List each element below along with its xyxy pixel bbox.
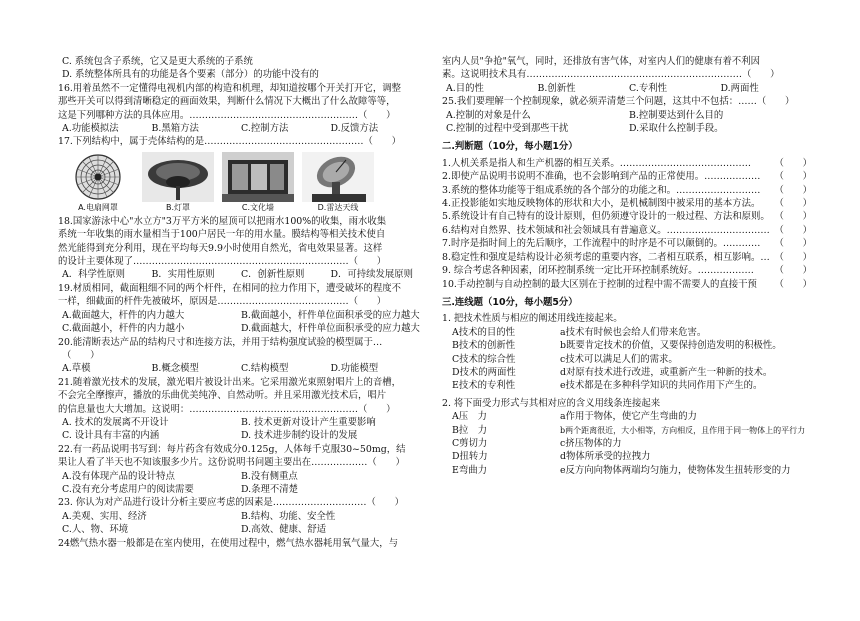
q25-stem: 25.我们要理解一个控制现象，就必须弄清楚三个问题，这其中不包括：……（ ） [442, 96, 795, 108]
q19-line-1: 19.材质相同，截面粗细不同的两个杆件，在相同的拉力作用下，遭受破坏的程度不 [58, 282, 402, 294]
q15-option-d: D. 系统整体所具有的功能是各个要素（部分）的功能中没有的 [62, 69, 319, 81]
true-false-item: 4.正投影能如实地反映物体的形状和大小，是机械制图中被采用的基本方法。 （ ） [442, 198, 812, 210]
q16-option-a: A.功能模拟法 [62, 123, 119, 135]
matching-2-row: D扭转力 d物体所承受的拉拽力 [452, 451, 651, 463]
q21-line-3: 的信息量也大大增加。这说明：………………………………………………（ ） [58, 403, 396, 415]
q23-stem: 23. 你认为对产品进行设计分析主要应考虑的因素是…………………………（ ） [58, 497, 405, 509]
q24-option-b: B.创新性 [537, 82, 576, 94]
q25-options-row-1 [442, 109, 812, 122]
q24-line-2: 室内人员"争抢"氧气，同时，还排放有害气体，对室内人们的健康有着不利因 [442, 56, 761, 67]
q22-option-c: C.没有充分考虑用户的阅读需要 [62, 483, 194, 495]
matching-2-row: A压 力 a作用于物体，使它产生弯曲的力 [452, 411, 697, 423]
q17-pictures [62, 152, 420, 213]
q15-option-c: C. 系统包含子系统，它又是更大系统的子系统 [62, 56, 253, 67]
q23-option-b: B.结构、功能、安全性 [241, 510, 336, 522]
q17-caption-c: C.文化墙 [241, 202, 275, 212]
q20-line-1: 20.能清断表达产品的结构尺寸和连接方法，并用于结构强度试验的模型属于… [58, 336, 383, 348]
q24-option-c: C.专利性 [629, 82, 667, 94]
q16-line-2: 那些开关可以得到清晰稳定的画面效果，判断什么情况下大概出了什么故障等等， [58, 96, 396, 108]
q17-caption-b: B.灯罩 [165, 202, 191, 212]
q18-line-3: 然光能得到充分利用，现在平均每天9.9小时使用自然光，省电效果显著。这样 [58, 242, 383, 254]
q21-option-d: D. 技术进步制约设计的发展 [241, 430, 358, 442]
q18-option-b: B．实用性原则 [151, 269, 215, 281]
q20-option-b: B.概念模型 [151, 363, 199, 375]
true-false-item: 6.结构对自然界、技术领域和社会领域具有普遍意义。…………………………… （ ） [442, 224, 812, 236]
q25-option-c: C.控制的过程中受到那些干扰 [446, 123, 569, 135]
q24-line-1: 24燃气热水器一般都是在室内使用，在使用过程中，燃气热水器耗用氧气量大，与 [58, 537, 399, 549]
q24-line-3: 素。这说明技术具有……………………………………………………………（ ） [442, 69, 780, 81]
q21-line-2: 不会完全摩擦声，播放的乐曲优美纯净、自然动听。并且采用激光技术后，唱片 [58, 390, 387, 402]
matching-2-title: 2. 将下面受力形式与其相对应的含义用线条连接起来 [442, 397, 661, 409]
q18-options [58, 268, 420, 281]
matching-1-row: A技术的目的性 a技术有时候也会给人们带来危害。 [452, 326, 707, 338]
true-false-item: 10.手动控制与自动控制的最大区别在于控制的过程中需不需要人的直接干预 （ ） [442, 278, 812, 290]
q19-option-d: D.截面越大，杆件单位面积承受的应力越大 [241, 323, 420, 335]
q22-line-2: 果让人看了半天也不知该服多少片。这份说明书问题主要出在………………（ ） [58, 457, 405, 469]
q23-option-d: D.高效、健康、舒适 [241, 524, 327, 536]
matching-2-row: C剪切力 c挤压物体的力 [452, 437, 622, 449]
matching-2-row: B拉 力 b两个距离很近，大小相等，方向相反，且作用于同一物体上的平行力 [452, 424, 806, 436]
q19-option-b: B.截面越小，杆件单位面积承受的应力越大 [241, 309, 420, 321]
true-false-item: 2.即使产品说明书说明不准确，也不会影响到产品的正常使用。……………… （ ） [442, 171, 812, 183]
q17-picture-d [302, 152, 374, 213]
q22-option-b: B.没有侧重点 [241, 470, 298, 482]
q16-option-d: D.反馈方法 [330, 123, 379, 135]
q24-option-a: A.目的性 [446, 82, 484, 94]
q20-options [58, 362, 420, 375]
matching-1-row: B技术的创新性 b既要肯定技术的价值，又要保持创造发明的积极性。 [452, 340, 782, 352]
true-false-item: 7.时序是指时间上的先后顺序，工作流程中的时序是不可以颠倒的。………… （ ） [442, 238, 812, 250]
q20-option-d: D.功能模型 [330, 363, 379, 375]
q16-line-3: 这是下列哪种方法的具体应用。………………………………………………（ ） [58, 109, 396, 121]
right-column [442, 55, 812, 477]
fan-guard-image [62, 152, 134, 202]
q22-line-1: 22.有一药品说明书写到：每片药含有效成分0.125g，人体每千克服30~50mg，结 [58, 443, 406, 455]
q20-option-a: A.草模 [62, 363, 91, 375]
q17-picture-a [62, 152, 134, 213]
q25-option-b: B.控制要达到什么目的 [629, 109, 724, 121]
matching-2-row: E弯曲力 e反方向向物体两端均匀施力，使物体发生扭转形变的力 [452, 464, 791, 476]
q18-option-c: C．创新性原则 [241, 269, 305, 281]
q18-option-d: D．可持续发展原则 [330, 269, 414, 281]
q23-option-a: A.美观、实用、经济 [62, 510, 147, 522]
q25-option-a: A.控制的对象是什么 [446, 109, 531, 121]
q22-options-row-1 [58, 470, 420, 483]
q20-line-2: （ ） [62, 349, 100, 361]
lampshade-image [142, 152, 214, 202]
matching-1-row: C技术的综合性 c技术可以满足人们的需求。 [452, 353, 678, 365]
q25-option-d: D.采取什么控制手段。 [629, 123, 724, 135]
q20-option-c: C.结构模型 [241, 363, 289, 375]
q19-option-c: C.截面越小，杆件的内力越小 [62, 323, 185, 335]
true-false-item: 9. 综合考虑各种因素，闭环控制系统一定比开环控制系统好。……………… （ ） [442, 265, 812, 277]
q17-picture-c [222, 152, 294, 213]
culture-wall-image [222, 152, 294, 202]
left-column [58, 55, 420, 550]
q16-option-c: C.控制方法 [241, 123, 289, 135]
q17-stem: 17.下列结构中，属于壳体结构的是……………………………………………（ ） [58, 136, 402, 148]
true-false-item: 3.系统的整体功能等于组成系统的各个部分的功能之和。……………………… （ ） [442, 184, 812, 196]
q16-options [58, 122, 420, 135]
q21-option-c: C. 设计具有丰富的内涵 [62, 430, 160, 442]
q23-options-row-2 [58, 523, 420, 536]
q23-option-c: C.人、物、环境 [62, 524, 129, 536]
q19-options-row-1 [58, 309, 420, 322]
matching-1-row: D技术的两面性 d对原有技术进行改进，或重新产生一种新的技术。 [452, 366, 773, 378]
q19-options-row-2 [58, 322, 420, 335]
radar-antenna-image [302, 152, 374, 202]
q21-options-row-2 [58, 429, 420, 442]
q18-line-1: 18.国家游泳中心"水立方"3万平方米的屋顶可以把雨水100%的收集，雨水收集 [58, 215, 387, 227]
q21-option-b: B. 技术更新对设计产生重要影响 [241, 416, 376, 428]
true-false-item: 5.系统设计有自己特有的设计原则，但仍须遵守设计的一般过程、方法和原则。 （ ） [442, 211, 812, 223]
true-false-item: 8.稳定性和强度是结构设计必须考虑的重要内容，二者相互联系，相互影响。… （ ） [442, 251, 812, 263]
q21-option-a: A. 技术的发展离不开设计 [62, 416, 169, 428]
q16-option-b: B.黑箱方法 [151, 123, 199, 135]
matching-1-row: E技术的专利性 e技术都是在多种科学知识的共同作用下产生的。 [452, 380, 763, 392]
q18-line-2: 系统一年收集的雨水量相当于100户居民一年的用水量。膜结构等相关技术使自 [58, 229, 386, 241]
q17-picture-b [142, 152, 214, 213]
q21-options-row-1 [58, 416, 420, 429]
q19-option-a: A.截面越大，杆件的内力越大 [62, 309, 185, 321]
q18-line-4: 的设计主要体现了……………………………………………………………（ ） [58, 256, 387, 268]
section-matching-heading: 三.连线题（10分，每小题5分） [442, 296, 578, 308]
q25-options-row-2 [442, 122, 812, 135]
q21-line-1: 21.随着激光技术的发展，激光唱片被设计出来。它采用激光束照射唱片上的音槽， [58, 376, 402, 388]
q17-caption-a: A.电扇网罩 [78, 202, 118, 212]
q22-option-d: D.条理不清楚 [241, 483, 299, 495]
section-true-false-heading: 二.判断题（10分，每小题1分） [442, 141, 578, 153]
q23-options-row-1 [58, 510, 420, 523]
q17-caption-d: D.雷达天线 [317, 202, 359, 212]
q22-option-a: A.没有体现产品的设计特点 [62, 470, 175, 482]
q22-options-row-2 [58, 483, 420, 496]
q24-option-d: D.两面性 [720, 82, 759, 94]
q18-option-a: A．科学性原则 [62, 269, 126, 281]
q19-line-2: 一样，细截面的杆件先被破坏，原因是……………………………………（ ） [58, 296, 387, 308]
matching-1-title: 1. 把技术性质与相应的阐述用线连接起来。 [442, 313, 623, 325]
q16-line-1: 16.用着虽然不一定懂得电视机内部的构造和机理，却知道按哪个开关打开它，调整 [58, 82, 402, 94]
true-false-list [442, 157, 812, 291]
true-false-item: 1.人机关系是指人和生产机器的相互关系。…………………………………… （ ） [442, 157, 812, 169]
q24-options [442, 82, 812, 95]
